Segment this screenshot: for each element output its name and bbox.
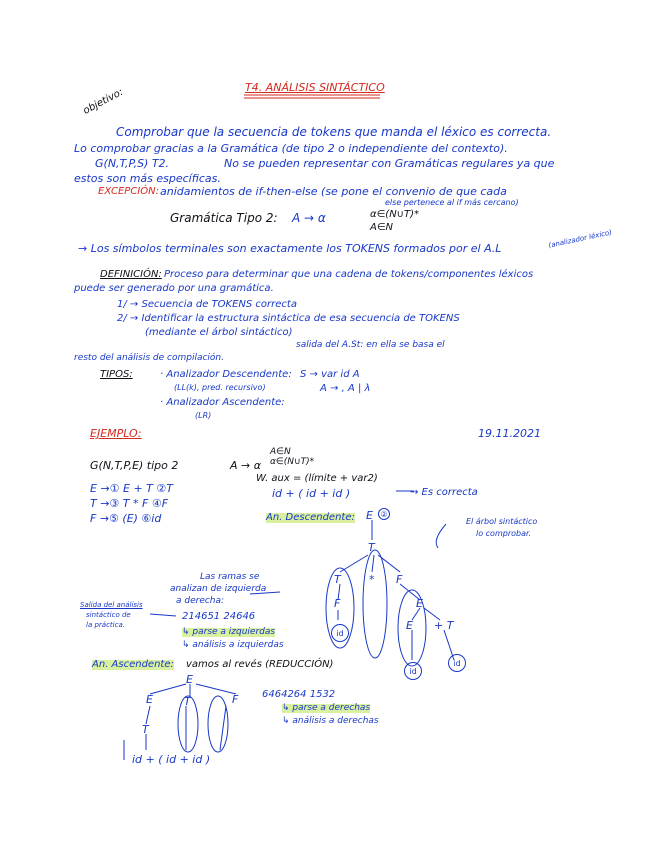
al-note: (analizador léxico) — [547, 228, 613, 250]
tree-node-t2: T — [334, 573, 341, 586]
ramas-note1: Las ramas se — [200, 572, 260, 582]
tree-node-id3: id — [448, 654, 466, 672]
salida-left2: sintáctico de — [86, 611, 131, 619]
gramatica-cond1: α∈(N∪T)* — [370, 209, 420, 220]
grammar-cond1: A∈N — [270, 447, 291, 457]
excepcion-note: else pertenece al if más cercano) — [385, 198, 519, 207]
asc-node-f: F — [232, 693, 239, 706]
asc-node-e2: E — [146, 693, 153, 706]
production-2: T →③ T * F ④F — [90, 497, 169, 510]
tree-node-plus: + T — [434, 619, 454, 632]
asc-edge — [196, 684, 236, 694]
definicion-line2: puede ser generado por una gramática. — [74, 283, 274, 294]
grammar-rule: A → α — [230, 459, 261, 472]
tipo1-label: · Analizador Descendente: — [160, 369, 292, 380]
tipo1-sub: (LL(k), pred. recursivo) — [174, 383, 266, 392]
definicion-item2b: (mediante el árbol sintáctico) — [145, 327, 293, 338]
an-ascendente-note: vamos al revés (REDUCCIÓN) — [186, 659, 334, 670]
salida-note: salida del A.St: en ella se basa el — [296, 340, 445, 350]
salida-left1: Salida del análisis — [80, 601, 143, 609]
gramatica-tipo2-label: Gramática Tipo 2: — [170, 211, 278, 225]
ramas-note2: analizan de izquierda — [170, 584, 267, 594]
tree-node-f: F — [396, 573, 403, 586]
asc-node-t2: T — [142, 723, 149, 736]
production-1: E →① E + T ②T — [90, 482, 173, 495]
asc-tokens: id + ( id + id ) — [132, 753, 211, 766]
tree-node-id2: id — [404, 662, 422, 680]
tree-node-e3: E — [406, 619, 413, 632]
definicion-line1: Proceso para determinar que una cadena de tokens/componentes léxicos — [164, 269, 534, 280]
seq-descendente: 214651 24646 — [182, 611, 256, 622]
asc-edge — [150, 684, 186, 694]
tipo1-rule1: S → var id A — [300, 369, 360, 380]
an-descendente-label: An. Descendente: — [266, 512, 355, 523]
ejemplo-label: EJEMPLO: — [90, 427, 142, 440]
objetivo-line2: Lo comprobar gracias a la Gramática (de tipo 2 o independiente del contexto). — [74, 142, 508, 155]
page-title: T4. ANÁLISIS SINTÁCTICO — [245, 81, 385, 94]
asc-node-t: T — [184, 695, 191, 708]
fecha: 19.11.2021 — [478, 427, 541, 440]
es-correcta: → Es correcta — [410, 487, 478, 498]
w-aux: W. aux = (límite + var2) — [256, 473, 378, 484]
arbol-note1: El árbol sintáctico — [466, 517, 538, 526]
tree-node-e: E — [366, 509, 373, 522]
tree-node-f2: F — [334, 597, 341, 610]
tree-node-star: * — [369, 573, 375, 586]
asc-edge — [146, 706, 150, 724]
objetivo-line1: Comprobar que la secuencia de tokens que manda el léxico es correcta. — [116, 125, 552, 139]
tree-node-badge: ② — [378, 508, 390, 520]
arrow-note — [436, 524, 446, 548]
gramatica-rule: A → α — [292, 211, 326, 225]
arrow-salida — [150, 614, 176, 616]
arrow-ramas — [250, 592, 280, 594]
asc-loop — [208, 696, 228, 752]
tree-edge — [372, 555, 374, 572]
grammar-def: G(N,T,P,E) tipo 2 — [90, 459, 179, 472]
simbolos-text: → Los símbolos terminales son exactamente los TOKENS formados por el A.L — [78, 242, 502, 255]
tree-node-id: id — [331, 624, 349, 642]
asc-node-e: E — [186, 673, 193, 686]
ramas-note3: a derecha: — [176, 596, 225, 606]
objetivo-label: objetivo: — [81, 86, 126, 117]
gramatica-cond2: A∈N — [370, 222, 394, 233]
objetivo-line3a: G(N,T,P,S) T2. — [95, 157, 170, 170]
tree-node-t: T — [368, 541, 375, 554]
grammar-cond2: α∈(N∪T)* — [270, 457, 315, 467]
an-ascendente-label: An. Ascendente: — [92, 659, 174, 670]
tipo1-rule2: A → , A | λ — [320, 383, 371, 394]
salida-left3: la práctica. — [86, 621, 125, 629]
tipo2-sub: (LR) — [195, 411, 212, 420]
definicion-label: DEFINICIÓN: — [100, 269, 162, 280]
subtree-loop — [363, 550, 387, 658]
excepcion-text: anidamientos de if-then-else (se pone el convenio de que cada — [160, 185, 507, 198]
resto-note: resto del análisis de compilación. — [74, 353, 224, 363]
definicion-item2: 2/ → Identificar la estructura sintáctica de esa secuencia de TOKENS — [117, 313, 460, 324]
analisis-derechas: ↳ análisis a derechas — [282, 716, 379, 726]
definicion-item1: 1/ → Secuencia de TOKENS correcta — [117, 299, 297, 310]
excepcion-label: EXCEPCIÓN: — [98, 186, 159, 197]
analisis-izquierdas: ↳ análisis a izquierdas — [182, 640, 284, 650]
objetivo-line4: estos son más específicas. — [74, 172, 221, 185]
tipo2-label: · Analizador Ascendente: — [160, 397, 285, 408]
objetivo-line3b: No se pueden representar con Gramáticas regulares ya que — [224, 157, 555, 170]
tree-node-e2: E — [416, 597, 423, 610]
w-tokens: id + ( id + id ) — [272, 487, 351, 500]
parse-derechas: ↳ parse a derechas — [282, 703, 371, 713]
arbol-note2: lo comprobar. — [476, 529, 532, 538]
parse-izquierdas: ↳ parse a izquierdas — [182, 627, 276, 637]
seq-ascendente: 6464264 1532 — [262, 689, 336, 700]
production-3: F →⑤ (E) ⑥id — [90, 512, 162, 525]
tipos-label: TIPOS: — [100, 369, 133, 380]
